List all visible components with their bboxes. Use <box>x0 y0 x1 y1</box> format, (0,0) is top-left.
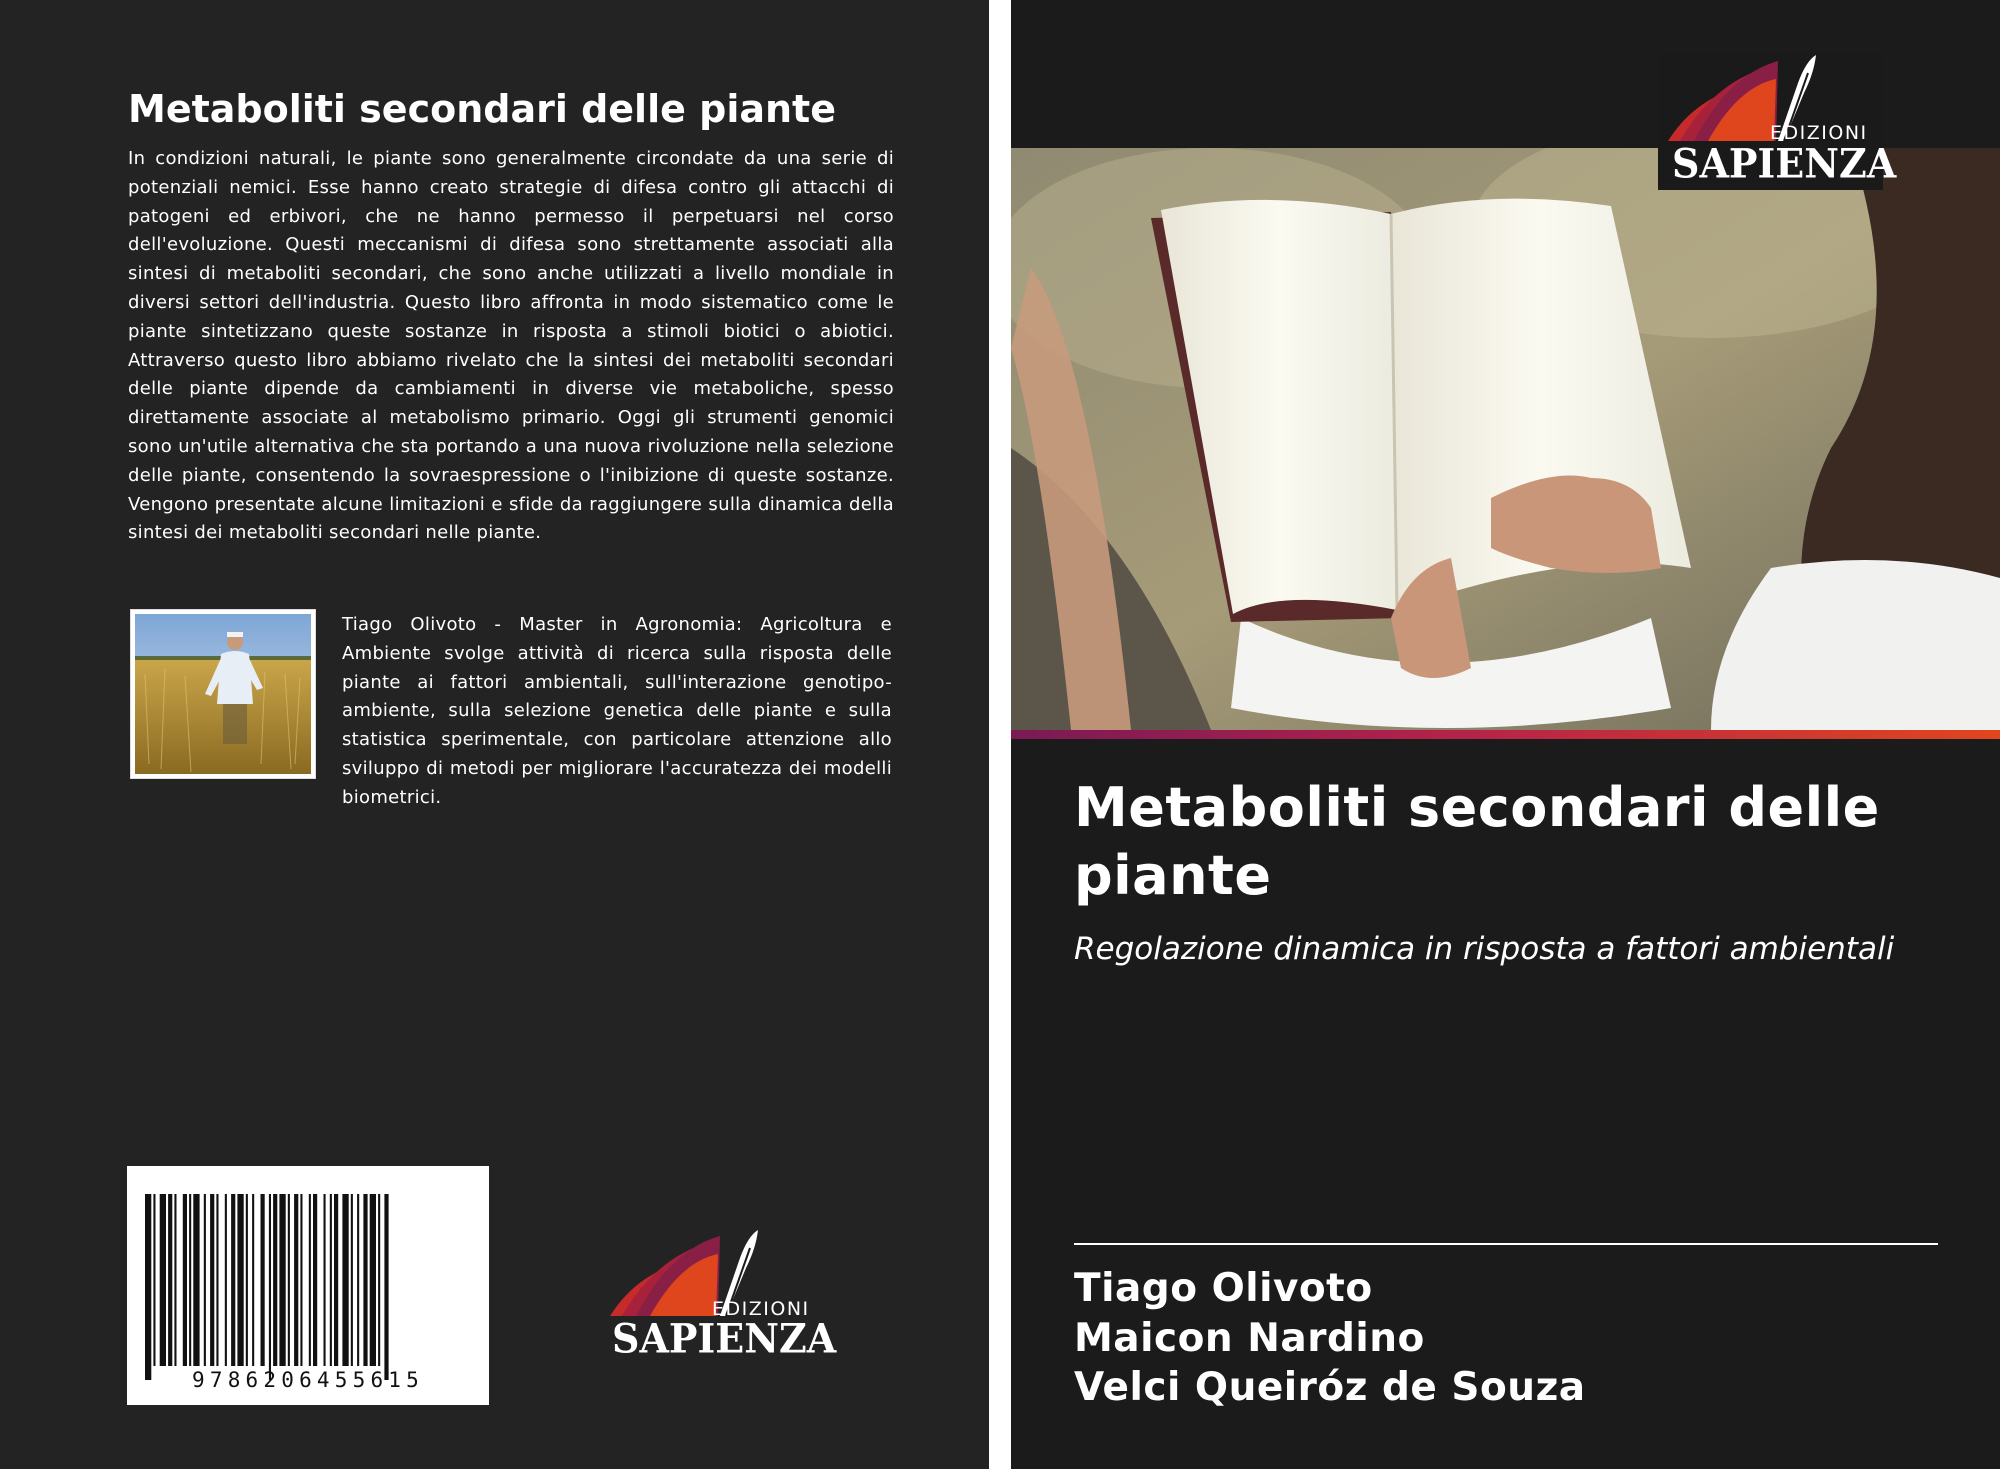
publisher-line2: SAPIENZA <box>612 1314 837 1363</box>
publisher-line1: EDIZIONI <box>712 1298 810 1320</box>
barcode-bar <box>183 1194 187 1366</box>
author-name: Velci Queiróz de Souza <box>1074 1365 1586 1410</box>
barcode-bar <box>252 1194 254 1366</box>
barcode-bar <box>300 1194 302 1366</box>
barcode-bar <box>168 1194 172 1366</box>
barcode-bar <box>324 1194 326 1366</box>
cover-photo <box>1011 148 2000 730</box>
barcode-bar <box>363 1194 367 1366</box>
barcode-bar <box>384 1194 388 1380</box>
publisher-line2-front: SAPIENZA <box>1672 139 1897 188</box>
author-photo <box>130 609 316 779</box>
barcode-bar <box>216 1194 218 1366</box>
back-cover-title: Metaboliti secondari delle piante <box>128 87 836 131</box>
barcode-bar <box>330 1194 332 1366</box>
publisher-line1-front: EDIZIONI <box>1770 122 1868 144</box>
barcode-bar <box>246 1194 248 1366</box>
barcode-bar <box>294 1194 298 1366</box>
barcode-bar <box>342 1194 348 1366</box>
barcode-bar <box>288 1194 290 1366</box>
barcode-bar <box>204 1194 206 1366</box>
barcode-bar <box>210 1194 214 1366</box>
barcode-bar <box>145 1194 151 1380</box>
barcode-bar <box>334 1194 338 1366</box>
barcode-bar <box>231 1194 235 1366</box>
barcode-bar <box>160 1194 166 1366</box>
author-list <box>1074 1264 1954 1413</box>
barcode-bar <box>357 1194 359 1366</box>
back-cover-blurb: In condizioni naturali, le piante sono generalmente circondate da una serie di potenziali nemici. Esse hanno creato strategie di difesa contro gli attacchi di patogeni ed erbivori, che ne hanno permesso il perpetuarsi nel corso dell'evoluzione. Questi meccanismi di difesa sono strettamente associati alla sintesi di metaboliti secondari, che sono anche utilizzati a livello mondiale in diversi settori dell'industria. Questo libro affronta in modo sistematico come le piante sintetizzano queste sostanze in risposta a stimoli biotici o abiotici. Attraverso questo libro abbiamo rivelato che la sintesi dei metaboliti secondari delle piante dipende da cambiamenti in diverse vie metaboliche, spesso direttamente associate al metabolismo primario. Oggi gli strumenti genomici sono un'utile alternativa che sta portando a una nuova rivoluzione nella selezione delle piante, consentendo la sovraespressione o l'inibizione di queste sostanze. Vengono presentate alcune limitazioni e sfide da raggiungere sulla dinamica della sintesi dei metaboliti secondari nelle piante. <box>128 148 894 544</box>
barcode-bar <box>370 1194 376 1366</box>
front-cover-subtitle: Regolazione dinamica in risposta a fattori ambientali <box>1074 931 1895 967</box>
author-divider <box>1074 1243 1938 1245</box>
barcode-bar <box>237 1194 243 1366</box>
spine-gap <box>989 0 1011 1469</box>
isbn-digits: 9786206455615 <box>192 1368 424 1392</box>
publisher-logo-front <box>1658 53 1897 190</box>
barcode-bar <box>153 1194 155 1366</box>
barcode-bar <box>189 1194 191 1366</box>
barcode-bar <box>313 1194 317 1366</box>
author-bio: Tiago Olivoto - Master in Agronomia: Agricoltura e Ambiente svolge attività di ricerca sulla risposta delle piante ai fattori ambientali, sull'interazione genotipo-ambiente, sulla selezione genetica delle piante e sulla statistica sperimentale, con particolare attenzione allo sviluppo di metodi per migliorare l'accuratezza dei modelli biometrici. <box>342 614 892 808</box>
barcode-bar <box>309 1194 311 1366</box>
barcode-bar <box>193 1194 199 1366</box>
front-cover-title: Metaboliti secondari delle piante <box>1074 776 1880 907</box>
barcode-bar <box>351 1194 353 1366</box>
barcode-bar <box>261 1194 265 1366</box>
publisher-logo-back <box>600 1228 837 1363</box>
isbn-barcode <box>127 1166 489 1405</box>
barcode-bar <box>279 1194 285 1366</box>
author-name: Tiago Olivoto <box>1074 1266 1373 1311</box>
author-name: Maicon Nardino <box>1074 1315 1425 1361</box>
barcode-bar <box>378 1194 380 1366</box>
barcode-bar <box>269 1194 271 1380</box>
barcode-bar <box>225 1194 227 1366</box>
barcode-bar <box>273 1194 277 1366</box>
accent-bar <box>1011 730 2000 739</box>
barcode-bar <box>174 1194 176 1366</box>
